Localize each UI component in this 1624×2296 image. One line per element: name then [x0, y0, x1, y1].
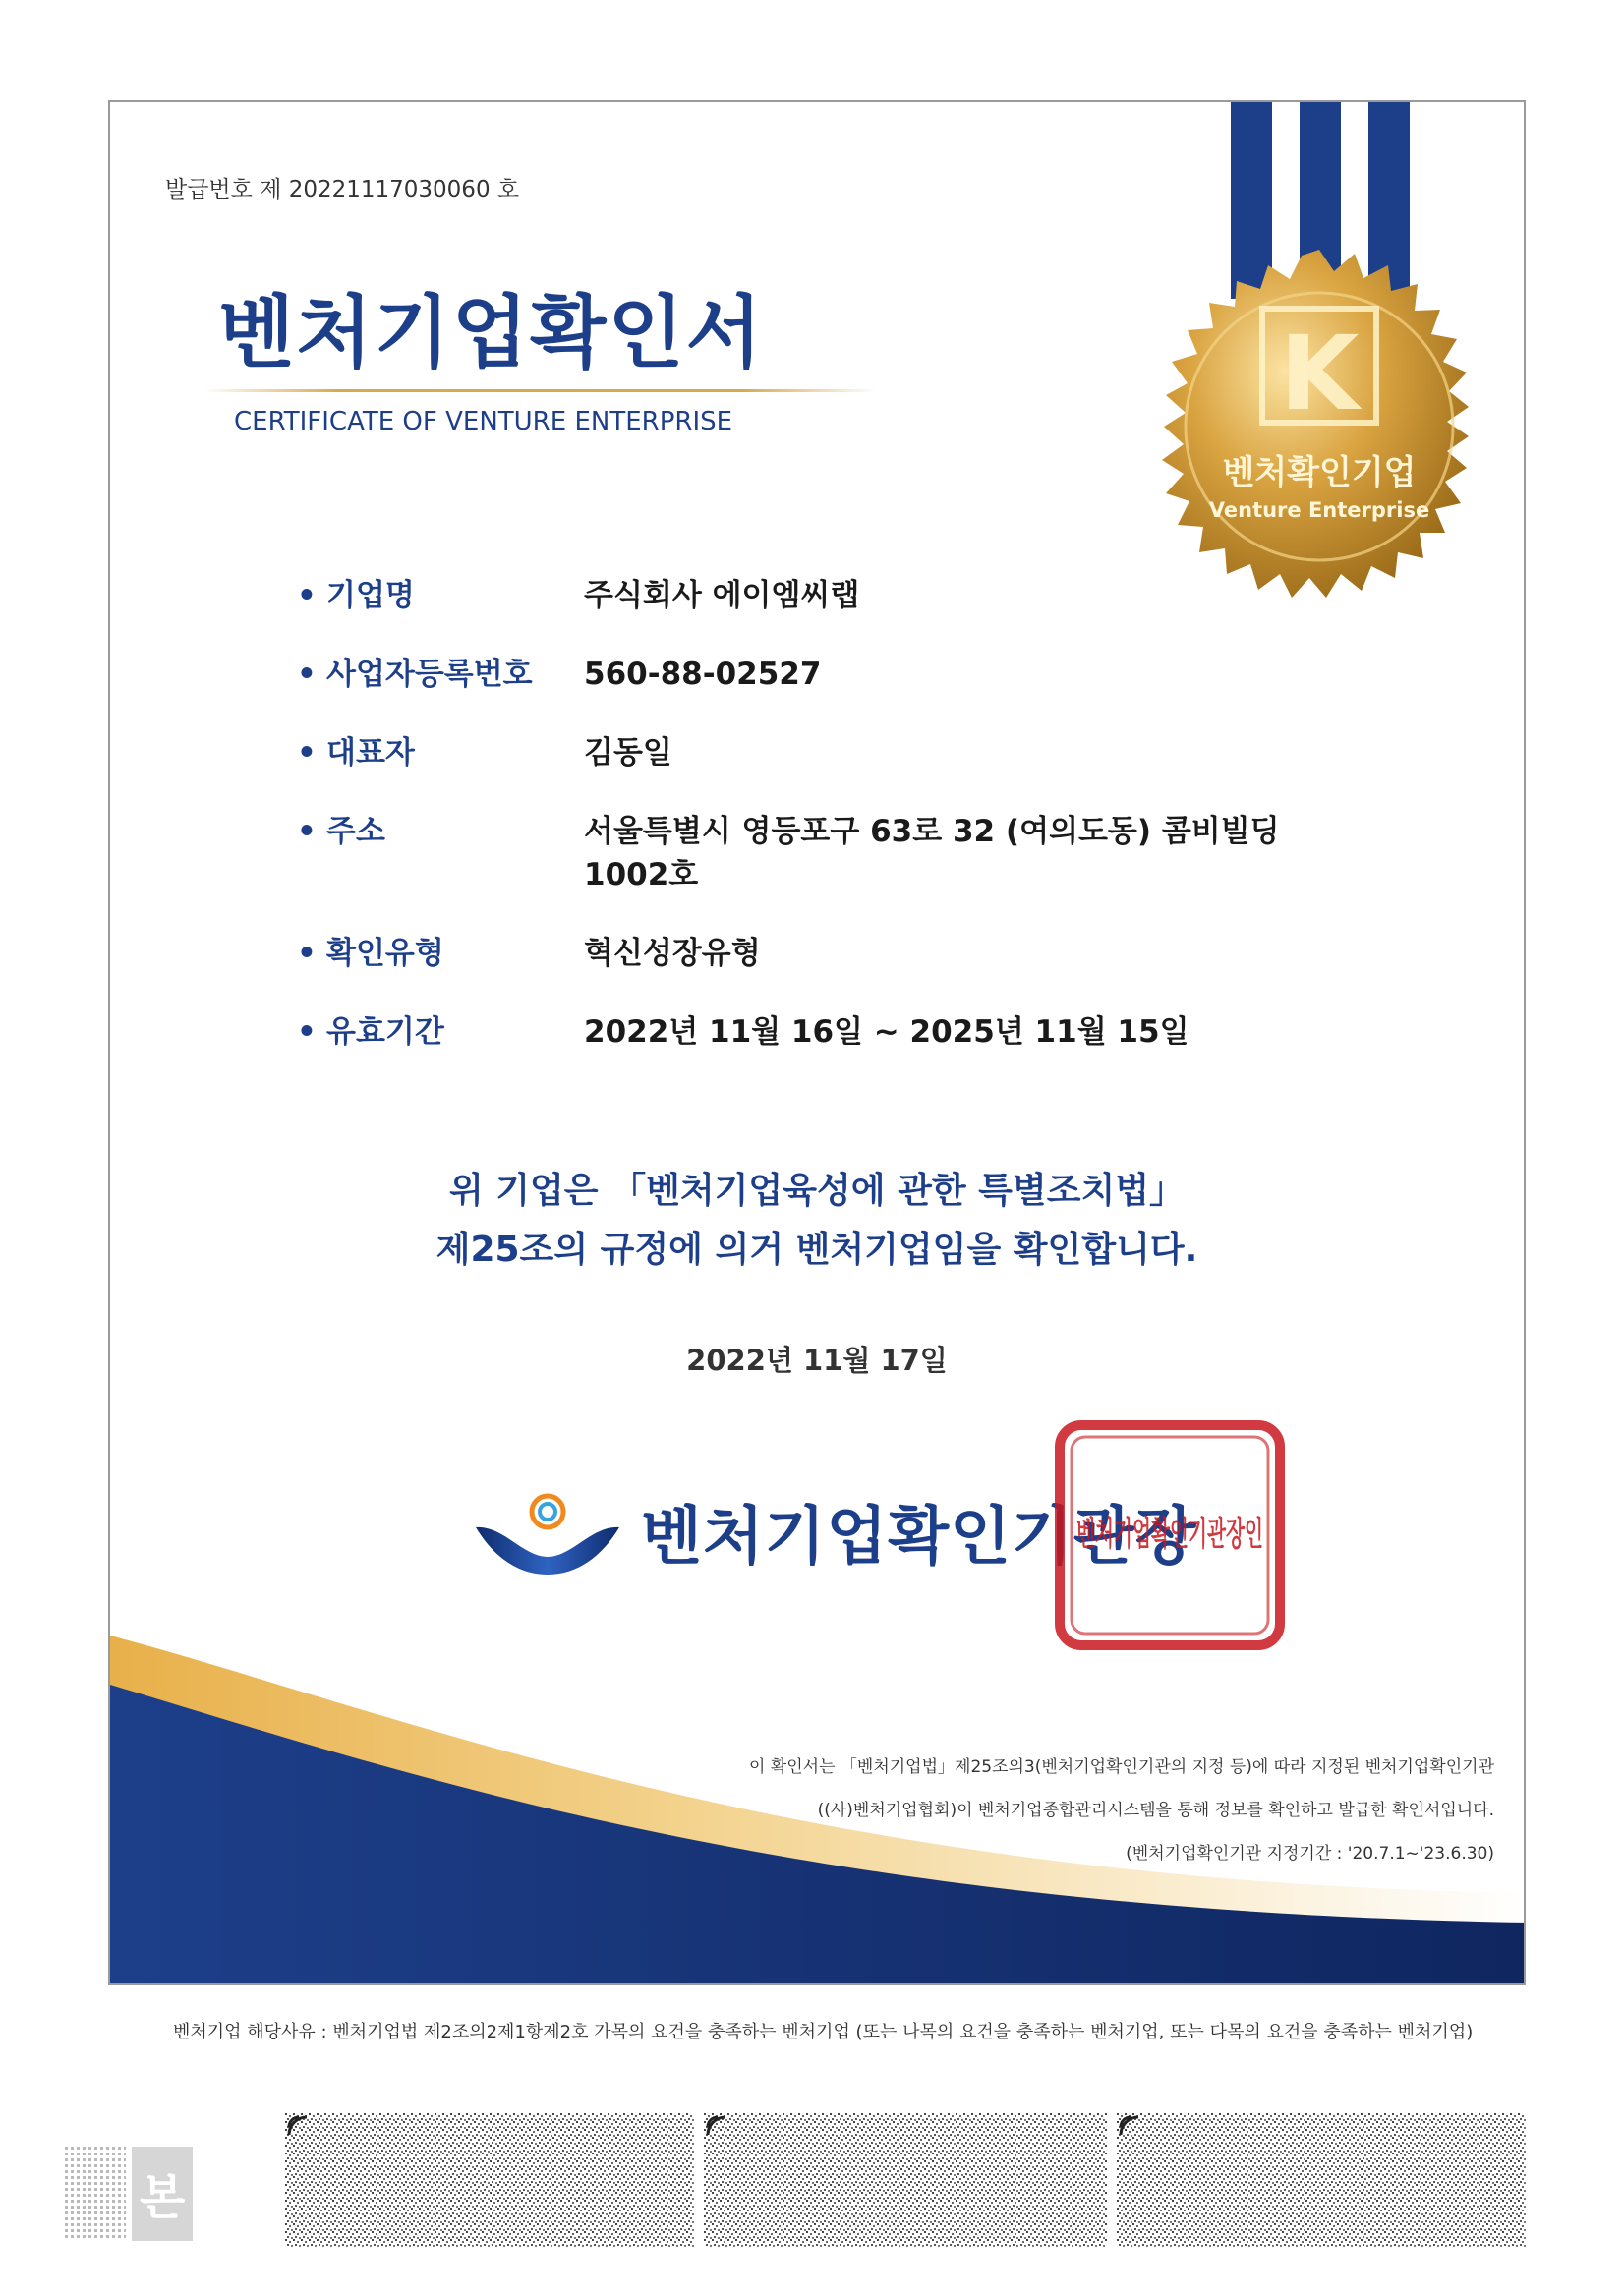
- certificate-title: 벤처기업확인서: [218, 287, 764, 378]
- official-seal-stamp: [1052, 1417, 1288, 1653]
- venture-reason: 벤처기업 해당사유 : 벤처기업법 제2조의2제1항제2호 가목의 요건을 충족하는 벤처기업 (또는 나목의 요건을 충족하는 벤처기업, 또는 다목의 요건을 충족하는 벤처기업): [173, 2022, 1474, 2042]
- address-line-1: 서울특별시 영등포구 63로 32 (여의도동) 콤비빌딩: [584, 814, 1280, 849]
- field-label: 대표자: [326, 735, 415, 771]
- note-line-1: 이 확인서는 「벤처기업법」제25조의3(벤처기업확인기관의 지정 등)에 따라 지정된 벤처기업확인기관: [749, 1757, 1494, 1777]
- svg-text:벤처기업확인기관장인: 벤처기업확인기관장인: [1076, 1515, 1263, 1554]
- field-label: 사업자등록번호: [326, 657, 533, 692]
- certificate-subtitle: CERTIFICATE OF VENTURE ENTERPRISE: [234, 407, 733, 436]
- field-value: [584, 810, 1378, 896]
- statement-line-2: 제25조의 규정에 의거 벤처기업임을 확인합니다.: [435, 1230, 1198, 1270]
- field-label: 주소: [326, 814, 385, 849]
- bullet-icon: •: [297, 578, 317, 613]
- venture-gold-seal: [1132, 240, 1506, 613]
- svg-text:벤처확인기업: 벤처확인기업: [1222, 453, 1417, 492]
- field-representative: [297, 731, 1378, 775]
- svg-text:본: 본: [139, 2170, 186, 2225]
- note-line-3: (벤처기업확인기관 지정기간 : '20.7.1~'23.6.30): [1126, 1844, 1494, 1864]
- bullet-icon: •: [297, 814, 317, 849]
- issue-date: 2022년 11월 17일: [686, 1344, 948, 1377]
- verification-code-1: [285, 2113, 694, 2247]
- field-value: 560-88-02527: [584, 657, 822, 692]
- field-company-name: [297, 574, 1378, 617]
- field-value: 김동일: [584, 735, 672, 771]
- bullet-icon: •: [297, 735, 317, 771]
- field-label: 확인유형: [326, 936, 444, 971]
- statement-line-1: 위 기업은 「벤처기업육성에 관한 특별조치법」: [448, 1171, 1186, 1211]
- verification-code-2: [704, 2113, 1107, 2247]
- field-address: [297, 810, 1378, 896]
- certificate-notes: [749, 1746, 1494, 1875]
- address-line-2: 1002호: [584, 857, 699, 892]
- field-value: 혁신성장유형: [584, 936, 761, 971]
- field-label: 유효기간: [326, 1014, 444, 1050]
- issue-number: 발급번호 제 20221117030060 호: [165, 177, 520, 202]
- issuer-name: 벤처기업확인기관장: [641, 1501, 1197, 1574]
- field-label: 기업명: [326, 578, 415, 613]
- verification-code-3: [1117, 2113, 1526, 2247]
- venture-org-logo-icon: [474, 1488, 621, 1577]
- company-info-list: [297, 574, 1378, 1089]
- field-valid-period: [297, 1010, 1378, 1054]
- original-mark: [65, 2147, 193, 2241]
- field-value: 주식회사 에이엠씨랩: [584, 578, 860, 613]
- title-underline: [203, 389, 877, 392]
- bullet-icon: •: [297, 936, 317, 971]
- svg-text:K: K: [1279, 314, 1360, 433]
- note-line-2: ((사)벤처기업협회)이 벤처기업종합관리시스템을 통해 정보를 확인하고 발급한 확인서입니다.: [817, 1801, 1494, 1820]
- confirmation-statement: [110, 1162, 1524, 1280]
- field-business-number: [297, 653, 1378, 696]
- bullet-icon: •: [297, 657, 317, 692]
- bullet-icon: •: [297, 1014, 317, 1050]
- certificate-frame: [108, 100, 1526, 1985]
- field-value: 2022년 11월 16일 ~ 2025년 11월 15일: [584, 1014, 1189, 1050]
- svg-text:Venture Enterprise: Venture Enterprise: [1208, 498, 1430, 522]
- field-confirmation-type: [297, 932, 1378, 975]
